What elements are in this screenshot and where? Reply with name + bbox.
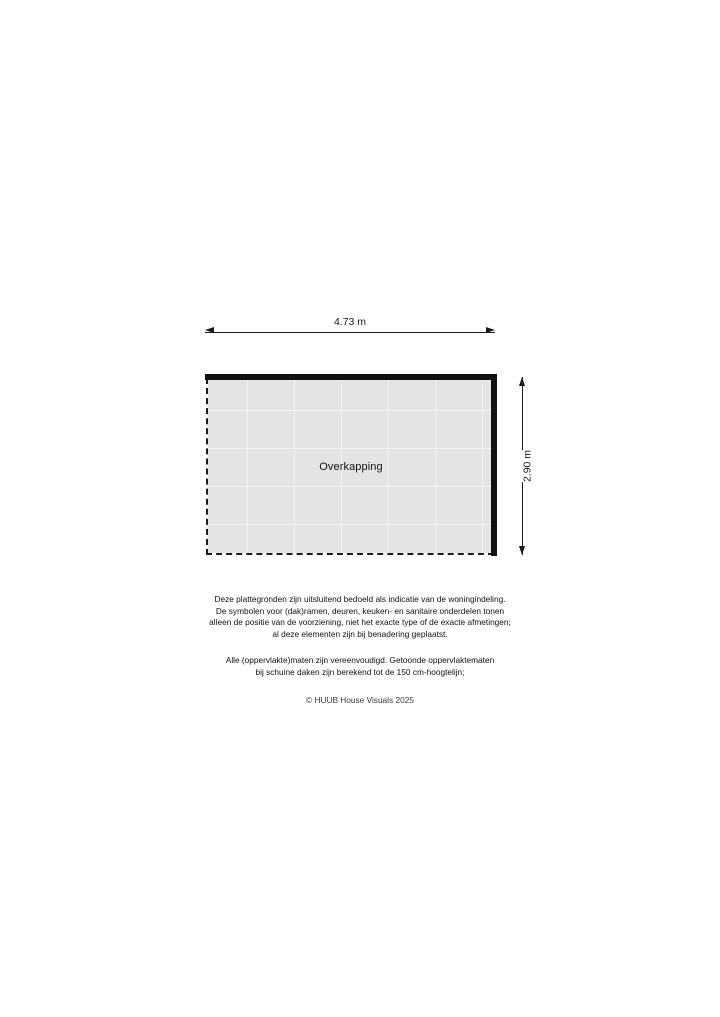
open-side-bottom (206, 553, 494, 555)
disclaimer-line-3: alleen de positie van de voorziening, niet het exacte type of de exacte afmetingen; (209, 617, 511, 627)
arrow-up-icon (519, 377, 525, 386)
disclaimer-line-4: al deze elementen zijn bij benadering geplaatst. (272, 628, 448, 639)
height-dimension (508, 377, 538, 555)
floorplan-drawing (205, 374, 497, 556)
disclaimer-paragraph-1 (0, 594, 720, 640)
disclaimer-paragraph-2 (0, 655, 720, 678)
width-dimension (205, 316, 495, 342)
disclaimer-line-5: Alle (oppervlakte)maten zijn vereenvoudigd. Getoonde oppervlaktematen (225, 655, 495, 665)
room-label: Overkapping (319, 461, 383, 473)
disclaimer-line-6: bij schuine daken zijn berekend tot de 150 cm-hoogtelijn; (255, 666, 465, 677)
arrow-left-icon (205, 327, 214, 333)
disclaimer-line-1: Deze plattegronden zijn uitsluitend bedoeld als indicatie van de woningindeling. (214, 594, 506, 604)
copyright-notice: © HUUB House Visuals 2025 (306, 695, 414, 705)
dimension-line-horizontal (205, 332, 495, 333)
width-dimension-label: 4.73 m (319, 316, 381, 329)
height-dimension-label: 2.90 m (520, 450, 537, 482)
disclaimer (0, 594, 720, 715)
arrow-right-icon (486, 327, 495, 333)
arrow-down-icon (519, 546, 525, 555)
wall-top (205, 374, 496, 380)
disclaimer-line-2: De symbolen voor (dak)ramen, deuren, keuken- en sanitaire onderdelen tonen (215, 605, 505, 616)
